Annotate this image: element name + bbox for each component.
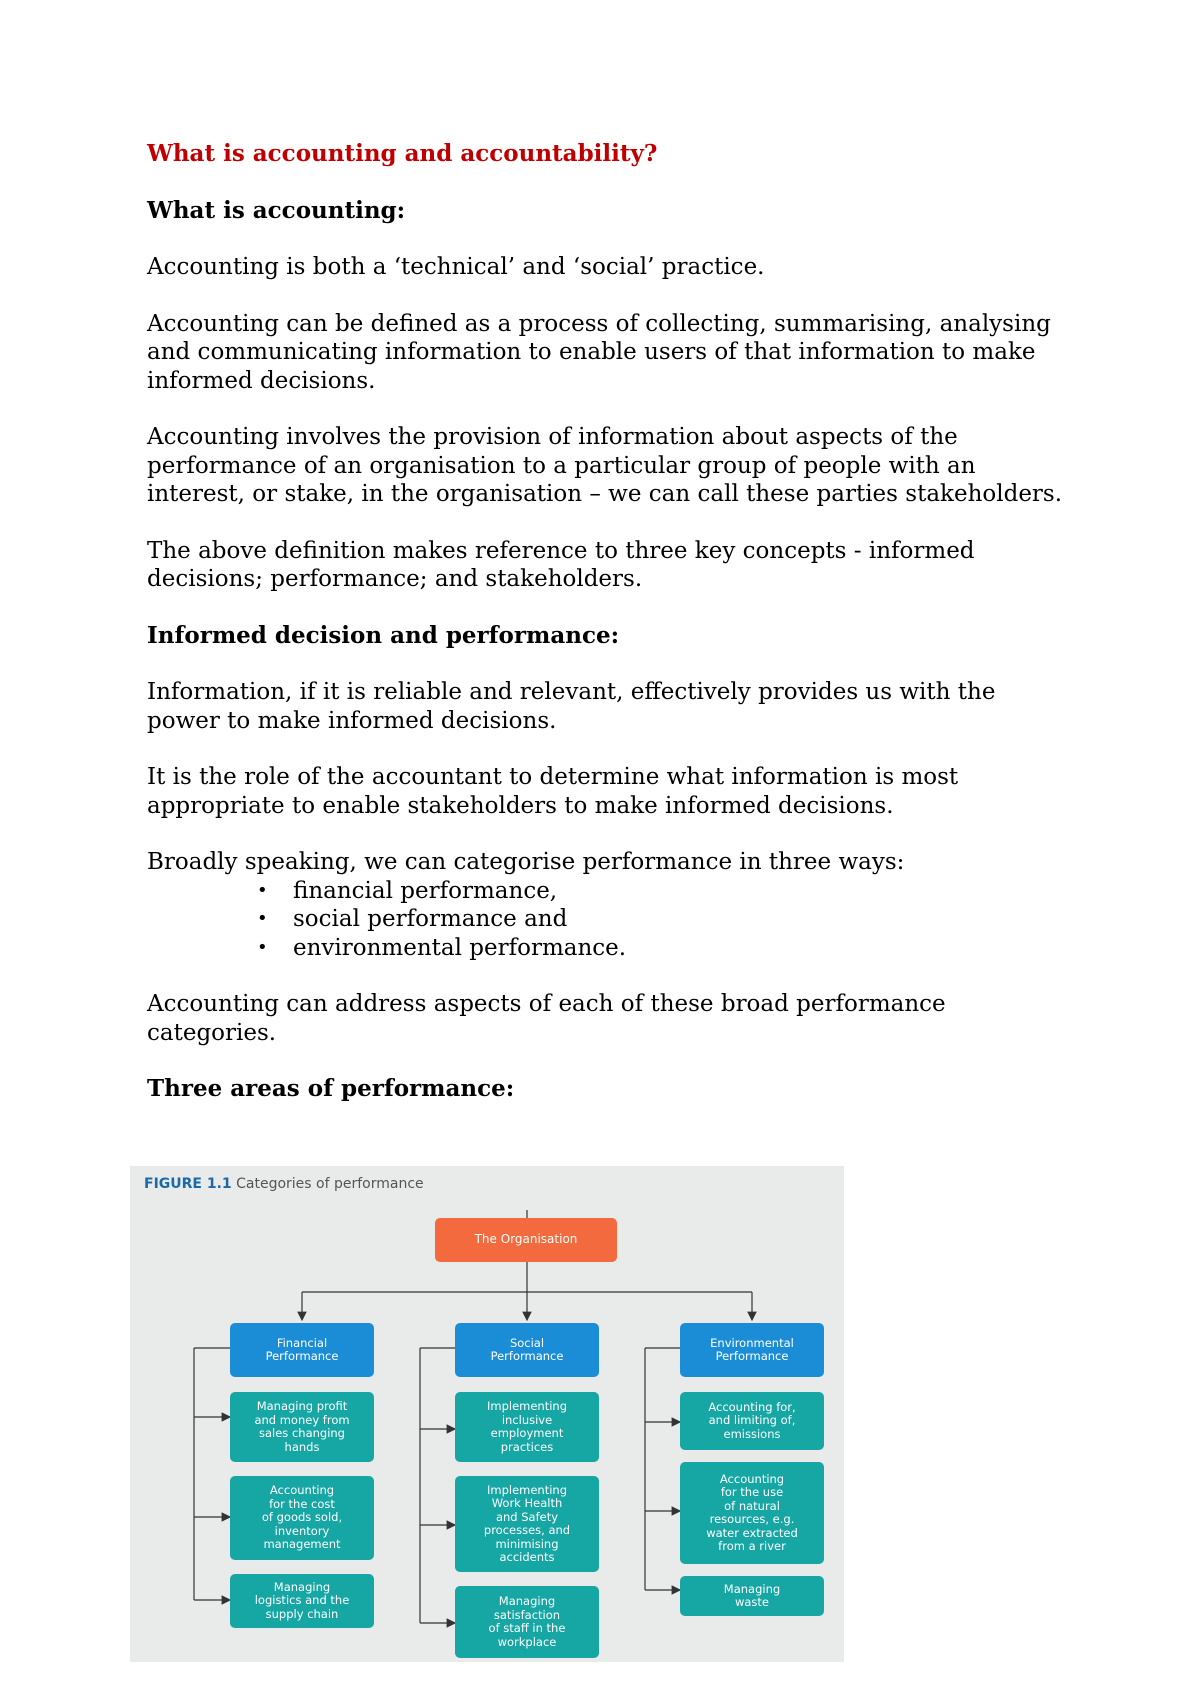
paragraph: Broadly speaking, we can categorise performance in three ways: bbox=[147, 849, 905, 875]
environmental-item: Accounting for, and limiting of, emissions bbox=[680, 1392, 824, 1450]
page-title: What is accounting and accountability? bbox=[147, 140, 658, 167]
paragraph: The above definition makes reference to three key concepts - informed decisions; performance; and stakeholders. bbox=[147, 537, 975, 592]
paragraph: Accounting can address aspects of each of these broad performance categories. bbox=[147, 991, 946, 1046]
section-heading-accounting: What is accounting: bbox=[147, 196, 406, 224]
social-item: Implementing Work Health and Safety processes, and minimising accidents bbox=[455, 1476, 599, 1572]
paragraph: Accounting can be defined as a process of collecting, summarising, analysing and communicating information to enable users of that information to make informed decisions. bbox=[147, 310, 1051, 394]
environmental-item: Managing waste bbox=[680, 1576, 824, 1616]
list-item: • social performance and bbox=[257, 906, 568, 932]
financial-item: Accounting for the cost of goods sold, inventory management bbox=[230, 1476, 374, 1560]
environmental-item: Accounting for the use of natural resources, e.g. water extracted from a river bbox=[680, 1462, 824, 1564]
section-heading-three-areas: Three areas of performance: bbox=[147, 1075, 515, 1102]
section-heading-informed-decision: Informed decision and performance: bbox=[147, 621, 620, 649]
performance-list bbox=[147, 877, 1067, 963]
figure-label: FIGURE 1.1 bbox=[144, 1176, 232, 1192]
financial-performance-box: Financial Performance bbox=[230, 1323, 374, 1377]
social-item: Implementing inclusive employment practices bbox=[455, 1392, 599, 1462]
financial-item: Managing profit and money from sales changing hands bbox=[230, 1392, 374, 1462]
paragraph: It is the role of the accountant to determine what information is most appropriate to enable stakeholders to make informed decisions. bbox=[147, 764, 959, 819]
list-item: • environmental performance. bbox=[257, 934, 627, 961]
list-item: • financial performance, bbox=[257, 877, 558, 904]
paragraph: Information, if it is reliable and relevant, effectively provides us with the power to make informed decisions. bbox=[147, 679, 996, 734]
environmental-performance-box: Environmental Performance bbox=[680, 1323, 824, 1377]
document-body bbox=[147, 140, 1067, 1104]
social-item: Managing satisfaction of staff in the workplace bbox=[455, 1586, 599, 1658]
performance-figure bbox=[130, 1166, 844, 1662]
figure-caption-text: Categories of performance bbox=[236, 1176, 424, 1192]
organisation-box: The Organisation bbox=[435, 1218, 617, 1262]
paragraph: Accounting involves the provision of information about aspects of the performance of an organisation to a particular group of people with an interest, or stake, in the organisation – we can call these parties stakeholders. bbox=[147, 424, 1063, 507]
bullet-icon: • bbox=[257, 879, 268, 901]
paragraph: Accounting is both a ‘technical’ and ‘social’ practice. bbox=[147, 254, 765, 280]
bullet-icon: • bbox=[257, 936, 268, 958]
bullet-icon: • bbox=[257, 908, 268, 929]
financial-item: Managing logistics and the supply chain bbox=[230, 1574, 374, 1628]
social-performance-box: Social Performance bbox=[455, 1323, 599, 1377]
